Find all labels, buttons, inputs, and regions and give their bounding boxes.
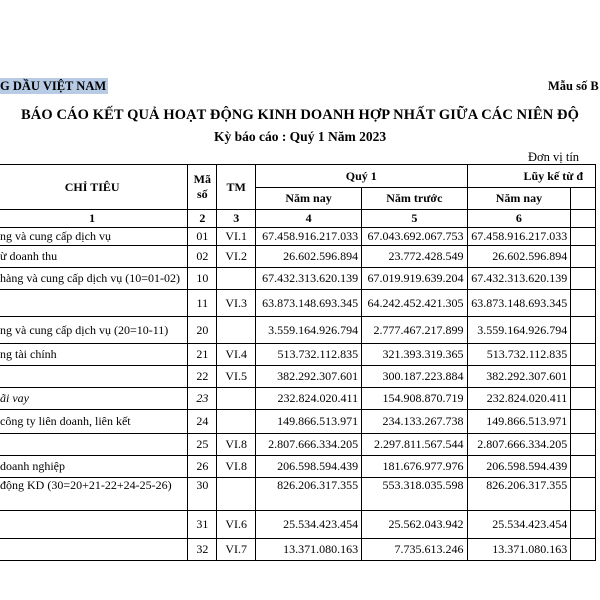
row-note [217, 478, 256, 511]
row-this-year: 149.866.513.971 [256, 410, 362, 434]
row-code: 20 [188, 317, 217, 344]
col-index: 4 [256, 210, 362, 228]
col-index-cut [571, 210, 596, 228]
header-ytd-this-year: Năm nay [467, 188, 571, 210]
row-last-year: 553.318.035.598 [362, 478, 467, 511]
row-cut [571, 366, 596, 388]
row-label: động KD (30=20+21-22+24-25-26) [0, 478, 188, 511]
header-last-year: Năm trước [362, 188, 467, 210]
table-row [0, 478, 596, 511]
row-last-year: 2.777.467.217.899 [362, 317, 467, 344]
row-code: 32 [188, 539, 217, 561]
table-row [0, 434, 596, 456]
row-note: VI.6 [217, 511, 256, 539]
row-code: 11 [188, 290, 217, 317]
row-cut [571, 388, 596, 410]
header-quarter: Quý 1 [256, 165, 468, 188]
row-this-year: 67.458.916.217.033 [256, 228, 362, 246]
row-label [0, 511, 188, 539]
row-note: VI.7 [217, 539, 256, 561]
row-code: 21 [188, 344, 217, 366]
row-code: 31 [188, 511, 217, 539]
row-this-year: 63.873.148.693.345 [256, 290, 362, 317]
row-code: 10 [188, 268, 217, 290]
row-cut [571, 228, 596, 246]
row-ytd: 13.371.080.163 [467, 539, 571, 561]
table-row [0, 317, 596, 344]
table-row [0, 410, 596, 434]
income-statement-table [0, 164, 596, 561]
row-note: VI.1 [217, 228, 256, 246]
row-this-year: 3.559.164.926.794 [256, 317, 362, 344]
row-note: VI.2 [217, 246, 256, 268]
row-last-year: 154.908.870.719 [362, 388, 467, 410]
row-note: VI.8 [217, 456, 256, 478]
col-index: 5 [362, 210, 467, 228]
row-ytd: 149.866.513.971 [467, 410, 571, 434]
row-ytd: 3.559.164.926.794 [467, 317, 571, 344]
row-ytd: 25.534.423.454 [467, 511, 571, 539]
row-cut [571, 511, 596, 539]
row-last-year: 25.562.043.942 [362, 511, 467, 539]
row-last-year: 67.019.919.639.204 [362, 268, 467, 290]
row-cut [571, 539, 596, 561]
header-note: TM [217, 165, 256, 210]
row-label [0, 539, 188, 561]
row-ytd: 826.206.317.355 [467, 478, 571, 511]
header-indicator: CHỈ TIÊU [0, 165, 188, 210]
row-last-year: 67.043.692.067.753 [362, 228, 467, 246]
row-ytd: 67.458.916.217.033 [467, 228, 571, 246]
row-this-year: 232.824.020.411 [256, 388, 362, 410]
row-code: 02 [188, 246, 217, 268]
form-number: Mẫu số B [548, 79, 599, 93]
row-cut [571, 344, 596, 366]
report-title: BÁO CÁO KẾT QUẢ HOẠT ĐỘNG KINH DOANH HỢP NHẤT GIỮA CÁC NIÊN ĐỘ [21, 107, 579, 123]
row-cut [571, 290, 596, 317]
row-code: 24 [188, 410, 217, 434]
row-cut [571, 478, 596, 511]
row-label: ng tài chính [0, 344, 188, 366]
row-last-year: 234.133.267.738 [362, 410, 467, 434]
currency-unit: Đơn vị tín [528, 150, 580, 164]
row-code: 01 [188, 228, 217, 246]
row-last-year: 300.187.223.884 [362, 366, 467, 388]
row-note [217, 268, 256, 290]
row-label: ừ doanh thu [0, 246, 188, 268]
row-cut [571, 317, 596, 344]
row-code: 23 [188, 388, 217, 410]
header-ytd-cut [571, 188, 596, 210]
col-index: 1 [0, 210, 188, 228]
table-row [0, 456, 596, 478]
table-row [0, 246, 596, 268]
header-code: Mã số [188, 165, 217, 210]
row-last-year: 64.242.452.421.305 [362, 290, 467, 317]
row-note: VI.3 [217, 290, 256, 317]
row-label [0, 366, 188, 388]
row-this-year: 13.371.080.163 [256, 539, 362, 561]
row-cut [571, 456, 596, 478]
row-code: 25 [188, 434, 217, 456]
row-note: VI.4 [217, 344, 256, 366]
row-ytd: 63.873.148.693.345 [467, 290, 571, 317]
row-ytd: 26.602.596.894 [467, 246, 571, 268]
row-ytd: 513.732.112.835 [467, 344, 571, 366]
row-label [0, 434, 188, 456]
row-label: hàng và cung cấp dịch vụ (10=01-02) [0, 268, 188, 290]
col-index: 3 [217, 210, 256, 228]
row-note [217, 410, 256, 434]
table-row [0, 268, 596, 290]
row-this-year: 513.732.112.835 [256, 344, 362, 366]
header-this-year: Năm nay [256, 188, 362, 210]
row-this-year: 25.534.423.454 [256, 511, 362, 539]
row-label: doanh nghiệp [0, 456, 188, 478]
row-ytd: 232.824.020.411 [467, 388, 571, 410]
row-this-year: 826.206.317.355 [256, 478, 362, 511]
row-this-year: 382.292.307.601 [256, 366, 362, 388]
row-this-year: 206.598.594.439 [256, 456, 362, 478]
row-cut [571, 246, 596, 268]
row-last-year: 181.676.977.976 [362, 456, 467, 478]
row-ytd: 67.432.313.620.139 [467, 268, 571, 290]
row-label: ng và cung cấp dịch vụ [0, 228, 188, 246]
row-note [217, 317, 256, 344]
report-period: Kỳ báo cáo : Quý 1 Năm 2023 [213, 129, 387, 144]
row-last-year: 321.393.319.365 [362, 344, 467, 366]
row-label [0, 290, 188, 317]
row-ytd: 206.598.594.439 [467, 456, 571, 478]
table-row [0, 539, 596, 561]
row-cut [571, 434, 596, 456]
row-label: ãi vay [0, 388, 188, 410]
row-cut [571, 410, 596, 434]
col-index: 2 [188, 210, 217, 228]
table-row [0, 366, 596, 388]
row-note: VI.5 [217, 366, 256, 388]
row-ytd: 382.292.307.601 [467, 366, 571, 388]
row-ytd: 2.807.666.334.205 [467, 434, 571, 456]
company-name: G DẦU VIỆT NAM [0, 79, 107, 93]
table-row [0, 511, 596, 539]
row-last-year: 23.772.428.549 [362, 246, 467, 268]
table-row [0, 344, 596, 366]
row-note [217, 388, 256, 410]
row-code: 26 [188, 456, 217, 478]
header-ytd: Lũy kế từ đ [467, 165, 595, 188]
row-last-year: 2.297.811.567.544 [362, 434, 467, 456]
row-note: VI.8 [217, 434, 256, 456]
table-row [0, 290, 596, 317]
row-this-year: 26.602.596.894 [256, 246, 362, 268]
row-label: công ty liên doanh, liên kết [0, 410, 188, 434]
row-this-year: 2.807.666.334.205 [256, 434, 362, 456]
row-last-year: 7.735.613.246 [362, 539, 467, 561]
row-label: ng và cung cấp dịch vụ (20=10-11) [0, 317, 188, 344]
row-this-year: 67.432.313.620.139 [256, 268, 362, 290]
row-cut [571, 268, 596, 290]
table-row [0, 388, 596, 410]
col-index: 6 [467, 210, 571, 228]
table-row [0, 228, 596, 246]
row-code: 22 [188, 366, 217, 388]
row-code: 30 [188, 478, 217, 511]
